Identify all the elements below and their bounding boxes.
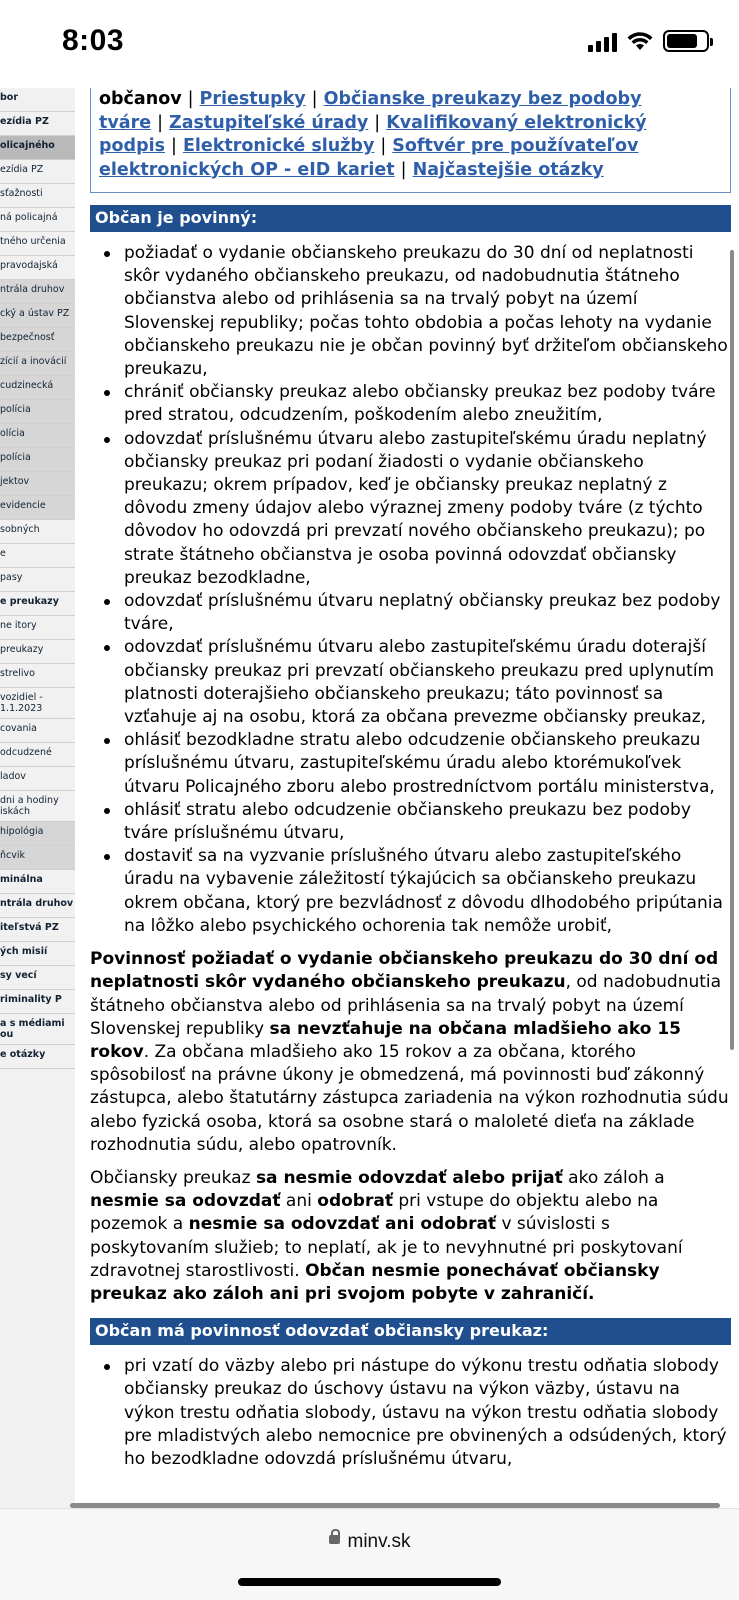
list-item: odovzdať príslušnému útvaru neplatný občiansky preukaz bez podoby tváre, (124, 590, 731, 636)
quick-link[interactable]: Softvér pre používateľov elektronických OP - eID kariet (99, 136, 639, 180)
sidebar-item[interactable]: ezídia PZ (0, 112, 75, 136)
sidebar-item[interactable]: strelivo (0, 664, 75, 688)
sidebar-item[interactable]: minálna (0, 870, 75, 894)
sidebar-item[interactable]: olicajného (0, 136, 75, 160)
link-separator: | (187, 89, 194, 109)
sidebar-item[interactable]: iteľstvá PZ (0, 918, 75, 942)
wifi-icon (627, 31, 653, 51)
sidebar-item[interactable]: ná policajná (0, 208, 75, 232)
sidebar-item[interactable]: vozidiel - 1.1.2023 (0, 688, 75, 719)
link-citizens[interactable]: občanov (99, 89, 182, 109)
sidebar-item[interactable]: ezídia PZ (0, 160, 75, 184)
quick-link[interactable]: Najčastejšie otázky (412, 159, 604, 180)
sidebar-item[interactable]: polícia (0, 400, 75, 424)
sidebar-item[interactable]: e preukazy (0, 592, 75, 616)
paragraph-deposit-prohibition: Občiansky preukaz sa nesmie odovzdať alebo prijať ako záloh a nesmie sa odovzdať ani odobrať pri vstupe do objektu alebo na pozemok a nesmie sa odovzdať ani odobrať v súvislosti s poskytovaním služieb; to neplatí, ak je to nevyhnutné pri poskytovaní zdravotnej starostlivosti. Občan nesmie ponechávať občiansky preukaz ako záloh ani pri svojom pobyte v zahraničí. (90, 1167, 683, 1304)
link-separator: | (311, 89, 318, 109)
sidebar-item[interactable]: olícia (0, 424, 75, 448)
section-heading-obligations: Občan je povinný: (90, 205, 731, 232)
sidebar-item[interactable]: hipológia (0, 822, 75, 846)
browser-address-bar[interactable] (0, 1508, 739, 1600)
main-content (90, 88, 731, 1508)
sidebar-item[interactable]: e (0, 544, 75, 568)
link-separator: | (171, 136, 177, 156)
list-item: dostaviť sa na vyzvanie príslušného útvaru alebo zastupiteľského úradu na vybavenie záležitostí týkajúcich sa občianskeho preukazu okrem občana, ktorý pre bezvládnosť z dôvodu dlhodobého pripútania na lôžko alebo psychického ochorenia tak nemôže urobiť, (124, 845, 731, 938)
list-item: odovzdať príslušnému útvaru alebo zastupiteľskému úradu neplatný občiansky preukaz pri podaní žiadosti o vydanie občianskeho preukazu; okrem prípadov, keď je občiansky preukaz neplatný z dôvodu zmeny údajov alebo výraznej zmeny podoby tváre (z týchto dôvodov ho odovzdá pri prevzatí nového občianskeho preukazu); po strate štátneho občianstva je osoba povinná odovzdať občiansky preukaz bezodkladne, (124, 428, 731, 590)
list-item: chrániť občiansky preukaz alebo občiansky preukaz bez podoby tváre pred stratou, odcudzením, poškodením alebo zneužitím, (124, 381, 731, 427)
obligations-list (90, 242, 731, 938)
home-indicator[interactable] (238, 1578, 501, 1586)
sidebar-item[interactable]: bor (0, 88, 75, 112)
sidebar-item[interactable]: polícia (0, 448, 75, 472)
quick-link[interactable]: Kvalifikovaný elektronický podpis (99, 112, 647, 156)
sidebar-item[interactable]: riminality P (0, 990, 75, 1014)
sidebar-item[interactable]: ntrála druhov (0, 894, 75, 918)
sidebar-item[interactable]: sťažnosti (0, 184, 75, 208)
paragraph-age-exemption: Povinnosť požiadať o vydanie občianskeho preukazu do 30 dní od neplatnosti skôr vydaného občianskeho preukazu, od nadobudnutia štátneho občianstva alebo od prihlásenia sa na trvalý pobyt na území Slovenskej republiky sa nevzťahuje na občana mladšieho ako 15 rokov. Za občana mladšieho ako 15 rokov a za občana, ktorého spôsobilosť na právne úkony je obmedzená, má povinnosti buď zákonný zástupca, alebo štatutárny zástupca zariadenia na výkon rozhodnutia súdu alebo fyzická osoba, ktorá sa osobne stará o maloleté dieťa na základe rozhodnutia súdu, alebo opatrovník. (90, 949, 729, 1155)
sidebar-item[interactable]: e otázky (0, 1045, 75, 1069)
sidebar-item[interactable]: cký a ústav PZ (0, 304, 75, 328)
sidebar-item[interactable]: pasy (0, 568, 75, 592)
status-time: 8:03 (62, 24, 125, 57)
list-item: odovzdať príslušnému útvaru alebo zastupiteľskému úradu doterajší občiansky preukaz pri prevzatí občianskeho preukazu pred uplynutím platnosti doterajšieho občianskeho preukazu; táto povinnosť sa vzťahuje aj na osobu, ktorá za občana prevezme občiansky preukaz, (124, 636, 731, 729)
list-item: požiadať o vydanie občianskeho preukazu do 30 dní od neplatnosti skôr vydaného občianskeho preukazu, od nadobudnutia štátneho občianstva alebo od prihlásenia sa na trvalý pobyt na území Slovenskej republiky; počas tohto obdobia a počas lehoty na vydanie občianskeho preukazu nie je občan povinný byť držiteľom občianskeho preukazu, (124, 242, 731, 381)
surrender-list (90, 1355, 731, 1471)
quick-link[interactable]: Občianske preukazy bez podoby tváre (99, 89, 642, 133)
quick-link[interactable]: Zastupiteľské úrady (169, 112, 369, 133)
sidebar-item[interactable]: pravodajská (0, 256, 75, 280)
sidebar-item[interactable]: bezpečnosť (0, 328, 75, 352)
left-navigation-sidebar (0, 88, 75, 1518)
sidebar-item[interactable]: ne itory (0, 616, 75, 640)
link-separator: | (400, 159, 407, 180)
vertical-scrollbar[interactable] (730, 250, 734, 1050)
sidebar-item[interactable]: sobných (0, 520, 75, 544)
sidebar-item[interactable]: a s médiami ou (0, 1014, 75, 1045)
sidebar-item[interactable]: cudzinecká (0, 376, 75, 400)
sidebar-item[interactable]: covania (0, 719, 75, 743)
list-item: pri vzatí do väzby alebo pri nástupe do výkonu trestu odňatia slobody občiansky preukaz do úschovy ústavu na výkon väzby, ústavu na výkon trestu odňatia slobody, ústavu na výkon trestu odňatia slobody pre mladistvých alebo nemocnice pre obvinených a odsúdených, ktorý ho bezodkladne odovzdá príslušnému útvaru, (124, 1355, 731, 1471)
sidebar-item[interactable]: zícií a inovácií (0, 352, 75, 376)
status-bar (0, 0, 739, 88)
sidebar-item[interactable]: sy vecí (0, 966, 75, 990)
sidebar-item[interactable]: evidencie (0, 496, 75, 520)
sidebar-item[interactable]: ých misií (0, 942, 75, 966)
battery-icon (663, 30, 709, 52)
url-field[interactable]: minv.sk (0, 1531, 739, 1553)
quick-link[interactable]: Elektronické služby (182, 136, 375, 156)
list-item: ohlásiť stratu alebo odcudzenie občianskeho preukazu bez podoby tváre príslušnému útvaru, (124, 799, 731, 845)
sidebar-item[interactable]: jektov (0, 472, 75, 496)
sidebar-item[interactable]: ňcvik (0, 846, 75, 870)
cellular-signal-icon (588, 30, 617, 52)
sidebar-item[interactable]: dni a hodiny iskách (0, 791, 75, 822)
link-separator: | (157, 112, 163, 133)
status-icons (588, 30, 709, 52)
link-separator: | (374, 112, 381, 133)
sidebar-item[interactable]: tného určenia (0, 232, 75, 256)
list-item: ohlásiť bezodkladne stratu alebo odcudzenie občianskeho preukazu príslušnému útvaru, zastupiteľskému úradu alebo ktorémukoľvek útvaru Policajného zboru alebo prostredníctvom portálu ministerstva, (124, 729, 731, 799)
lock-icon (329, 1535, 340, 1544)
link-separator: | (380, 136, 387, 156)
quick-link[interactable]: Priestupky (199, 89, 306, 109)
section-heading-surrender: Občan má povinnosť odovzdať občiansky preukaz: (90, 1318, 731, 1345)
quick-links-box (90, 88, 731, 193)
sidebar-item[interactable]: ntrála druhov (0, 280, 75, 304)
sidebar-item[interactable]: preukazy (0, 640, 75, 664)
sidebar-item[interactable]: ladov (0, 767, 75, 791)
sidebar-item[interactable]: odcudzené (0, 743, 75, 767)
